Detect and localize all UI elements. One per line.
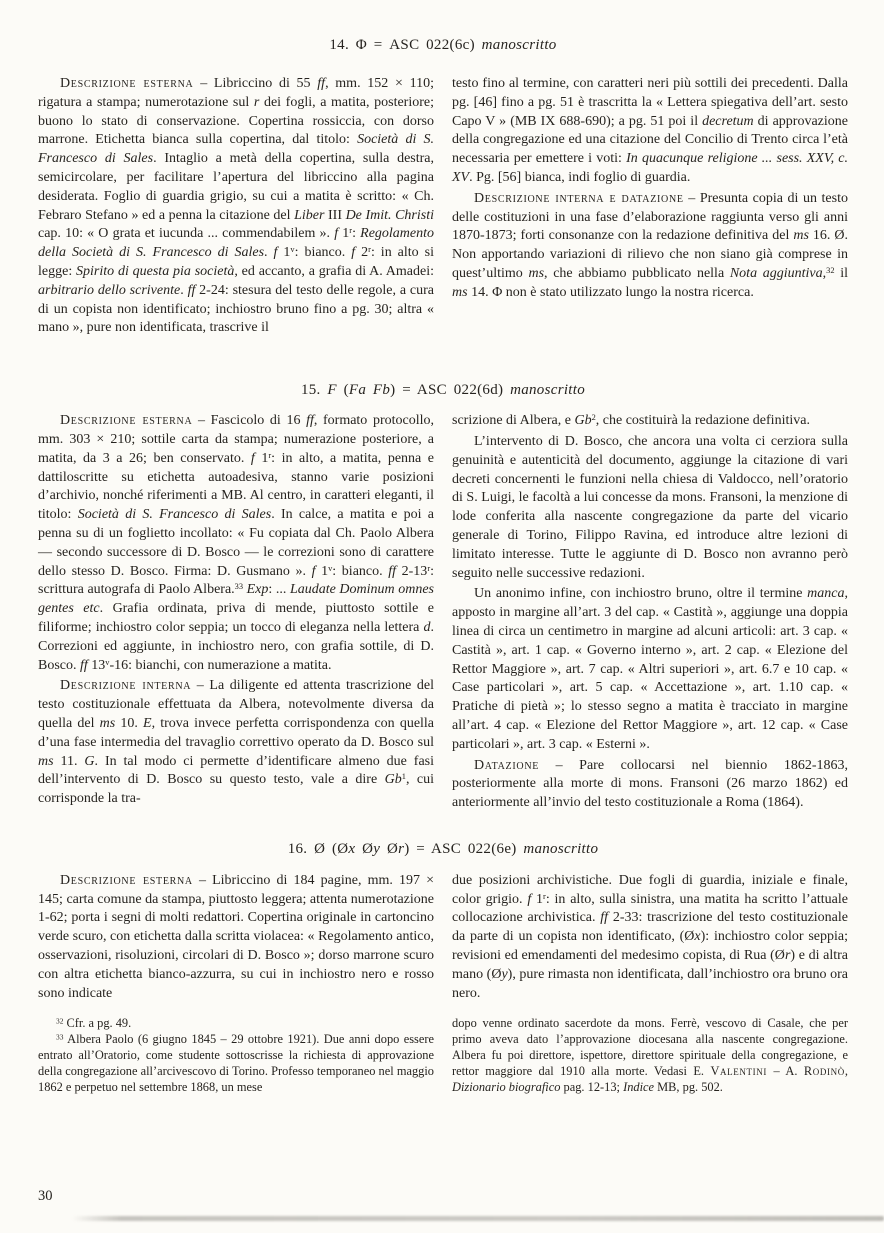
text-run: r — [349, 226, 353, 236]
text-run: ms — [793, 228, 809, 244]
section-15 — [38, 412, 848, 813]
text-run: due posizioni archivistiche. Due fogli di guardia, iniziale e finale, color grigio. — [452, 872, 848, 907]
section-14 — [38, 75, 848, 338]
text-run: r — [268, 450, 272, 460]
paragraph — [38, 1031, 434, 1095]
text-run: . In tal modo ci permette d’identificare almeno due fasi dell’intervento di D. Bosco su questo testo, vale a dire — [38, 753, 435, 788]
section-14-left-column — [38, 75, 434, 338]
text-run: , — [844, 1064, 848, 1079]
paragraph — [452, 1015, 848, 1095]
text-run: . Correzioni ed aggiunte, in inchiostro nero, con grafia sottile, di D. Bosco. — [38, 619, 434, 673]
text-run: , formato protocollo, mm. 303 × 210; sottile carta da stampa; numerazione posteriore, a matita, da 3 a 26; ben conservato. — [38, 413, 434, 466]
text-run: Ø — [355, 840, 374, 857]
text-run: 10. — [115, 715, 144, 731]
section-14-right-column — [452, 75, 848, 338]
text-run: Fa Fb — [348, 382, 391, 399]
text-run: r — [427, 563, 431, 573]
text-run: 11. — [53, 753, 85, 769]
text-run: r — [398, 840, 405, 857]
text-run: Cfr. a pg. 49. — [63, 1016, 132, 1031]
text-run: . Grafia ordinata, priva di mende, piuttosto sottile e filiforme; inchiostro color seppia; un tocco di eleganza nella lettera — [38, 601, 434, 635]
text-run: 2 — [355, 245, 369, 261]
paragraph — [452, 75, 848, 188]
text-run: pag. 12-13; — [560, 1080, 624, 1095]
text-run: il — [834, 265, 848, 281]
text-run: – A. — [767, 1064, 804, 1079]
paragraph — [38, 412, 434, 675]
text-run: : scrittura autografa di Paolo Albera. — [38, 563, 434, 598]
text-run: manoscritto — [523, 840, 599, 857]
text-run: Un anonimo infine, con inchiostro bruno, oltre il termine — [474, 586, 808, 602]
text-run: f — [311, 563, 316, 579]
text-run: manoscritto — [510, 382, 586, 399]
section-16 — [38, 872, 848, 1004]
paragraph — [38, 677, 434, 809]
text-run: r — [368, 245, 371, 255]
text-run: L’intervento di D. Bosco, che ancora una volta ci cerziora sulla genuinità e autenticità del documento, aggiunge la citazione di vari decreti concernenti le funzioni nella chiesa di Valdocco, nell’oratorio di S. Luigi, le facoltà a lui concesse da mons. Fransoni, la menzione di lode conferita alla nascente congregazione da parte del vicario generale di Torino, Filippo Ravina, ed introduce altre lezioni di limitato interesse. Tutte le aggiunte di D. Bosco non avranno però seguito nelle successive redazioni. — [452, 433, 848, 581]
text-run: ): inchiostro color seppia; revisioni ed emendamenti del medesimo copista, di Rua (Ø — [452, 929, 849, 964]
text-run: 2-13 — [396, 563, 428, 579]
text-run: : bianco. — [332, 563, 389, 579]
text-run: 15. — [300, 382, 328, 399]
text-run: , ed accanto, a grafia di A. Amadei: — [234, 263, 434, 279]
paragraph — [452, 585, 848, 754]
paragraph — [38, 872, 434, 1004]
text-run: 2-33: trascrizione del testo costituzionale da parte di un copista non identificato, (Ø — [452, 910, 848, 945]
text-run: : ... — [268, 582, 290, 598]
text-run: : in alto si legge: — [38, 245, 434, 279]
text-run: Ø — [380, 840, 399, 857]
running-head — [38, 0, 848, 54]
text-run: Liber — [294, 207, 325, 223]
section-16-heading — [38, 841, 848, 858]
paragraph — [452, 412, 848, 431]
text-run: Gb — [384, 772, 402, 788]
text-run: r — [253, 94, 260, 110]
text-run: d — [423, 619, 431, 635]
text-run: ff — [388, 563, 397, 579]
text-run: ff — [317, 76, 326, 91]
paragraph — [38, 1015, 434, 1031]
text-run: E — [143, 715, 152, 731]
text-run: y — [501, 966, 508, 982]
text-run: r — [784, 948, 791, 964]
text-run: III — [324, 207, 346, 223]
text-run: y — [373, 840, 381, 857]
text-run: F — [327, 382, 337, 399]
text-run: – Libriccino di 184 pagine, mm. 197 × 145; carta comune da stampa, piuttosto leggera; attenta numerotazione 1-62; porta i segni di molti redattori. Copertina originale in cartoncino verde scuro, con etichetta dalla scritta violacea: « Regolamento antico, osservazioni, risoluzioni, circolari di D. Bosco »; dorso marrone scuro con altra etichetta bianco-azzurra, su cui in inchiostro nero e rosso sono indicate — [38, 872, 434, 1001]
text-run: : bianco. — [294, 245, 352, 261]
text-run: scrizione di Albera, e — [452, 413, 575, 429]
text-run: -16: bianchi, con numerazione a matita. — [109, 657, 332, 673]
text-run: decretum — [702, 113, 754, 129]
text-run: 14. Φ = ASC 022(6c) — [329, 37, 482, 53]
text-run: manoscritto — [481, 37, 557, 53]
footnotes-left-column — [38, 1015, 434, 1095]
text-run: . Pg. [56] bianca, indi foglio di guardia. — [469, 169, 691, 185]
text-run: ff — [187, 282, 196, 298]
scan-edge-artifact — [72, 1216, 884, 1221]
text-run: ff — [600, 910, 609, 926]
text-run: – Presunta copia di un testo delle costituzioni in una fase d’elaborazione raggiunta verso gli anni 1870-1873; forti consonanze con la redazione definitiva del — [452, 190, 848, 244]
paragraph — [38, 75, 434, 338]
text-run: 1 — [401, 772, 406, 782]
text-run: ( — [336, 382, 349, 399]
text-run: , — [822, 265, 827, 281]
text-run: . In calce, a matita e poi a penna su di un foglietto incollato: « Fu copiata dal Ch. Paolo Albera — secondo successore di D. Bosco — le correzioni sono di carattere dello stesso D. Bosco. Firma: D. Gusmano ». — [38, 507, 434, 579]
text-run: Indice — [623, 1080, 655, 1095]
section-16-left-column — [38, 872, 434, 1004]
text-run: 1 — [531, 891, 544, 907]
text-run: Descrizione interna e datazione — [474, 190, 684, 206]
text-run: 33 — [234, 582, 244, 592]
text-run: – Pare collocarsi nel biennio 1862-1863, posteriormente alla morte di mons. Fransoni (26 marzo 1862) ed anteriormente all’invio del testo costituzionale a Roma (1864). — [452, 757, 848, 811]
text-run: Descrizione interna — [60, 678, 192, 694]
text-run: 16. Ø (Ø — [287, 840, 349, 857]
text-run: f — [273, 245, 278, 261]
text-run: Datazione — [474, 757, 540, 773]
text-run: – La diligente ed attenta trascrizione del testo costituzionale effettuata da Albera, notevolmente diversa da quella del — [38, 678, 434, 731]
text-run: 32 — [56, 1017, 64, 1027]
text-run: f — [250, 450, 255, 466]
footnotes — [38, 1015, 848, 1095]
text-run: 33 — [56, 1033, 64, 1043]
text-run: Descrizione esterna — [60, 76, 194, 91]
text-run: : — [352, 226, 361, 242]
text-run: G — [84, 753, 95, 769]
paragraph — [452, 757, 848, 813]
footnotes-right-column — [452, 1015, 848, 1095]
text-run: ff — [80, 657, 88, 673]
text-run: arbitrario dello scrivente — [38, 282, 181, 298]
text-run: dopo venne ordinato sacerdote da mons. Ferrè, vescovo di Casale, che per primo aveva dato l’approvazione diocesana alla nascente congregazione. Albera fu poi direttore, ispettore, direttore spirituale della congregazione, e rettor maggiore dal 1910 alla morte. Vedasi E. — [452, 1016, 848, 1079]
text-run: dei fogli, a matita, posteriore; buono lo stato di conservazione. Copertina rossiccia, con dorso marrone. Etichetta bianca sulla copertina, dal titolo: — [38, 94, 434, 148]
text-run: 1 — [315, 563, 329, 579]
text-run: f — [527, 891, 532, 907]
text-run: , che costituirà la redazione definitiva. — [595, 413, 810, 429]
text-run: Spirito di questa pia società — [76, 263, 235, 279]
text-run: r — [543, 891, 546, 901]
text-run: . — [180, 282, 188, 298]
text-run: ) = ASC 022(6d) — [390, 382, 511, 399]
text-run: Descrizione esterna — [60, 413, 193, 429]
text-run: v — [328, 563, 333, 573]
text-run: Gb — [574, 413, 592, 429]
text-run: Exp — [246, 582, 269, 598]
text-run: ms — [528, 265, 545, 281]
text-run: v — [105, 657, 110, 667]
text-run: , apposto in margine all’art. 3 del cap. « Castità », aggiunge una doppia linea di circa un centimetro in margine ad alcuni articoli: art. 3 cap. « Castità », art. 1 cap. « Governo interno », art. 2 cap. « Elezione del Rettor Maggiore », art. 7 cap. « Altri superiori », art. 6.7 e 10 cap. « Case particolari », art. 5 cap. « Accettazione », art. 1.10 cap. « Pratiche di pietà »; lo stesso segno a matita è tracciato in margine all’art. 4 cap. « Elezione del Rettor Maggiore », art. 12 cap. « Case particolari », art. 3 cap. « Esterni ». — [452, 586, 848, 752]
text-run: x — [348, 840, 356, 857]
text-run: , che abbiamo pubblicato nella — [544, 265, 730, 281]
text-run: 2-24: stesura del testo delle regole, a cura di un copista non identificato; inchiostro bruno fino a pg. 30; altra « mano », pure non identificata, trascrive il — [38, 282, 434, 336]
paragraph — [452, 190, 848, 303]
paragraph — [452, 872, 848, 1004]
text-run: 14. Φ non è stato utilizzato lungo la nostra ricerca. — [467, 284, 754, 300]
text-run: 1 — [338, 226, 350, 242]
text-run: Nota aggiuntiva — [729, 265, 823, 281]
text-run: Descrizione esterna — [60, 872, 193, 888]
section-16-right-column — [452, 872, 848, 1004]
text-run: manca — [807, 586, 845, 602]
text-run: 16. Ø. Non apportando variazioni di rilievo che non siano già comprese in quest’ultimo — [452, 228, 848, 281]
text-run: – Libriccino di 55 — [193, 76, 318, 91]
text-run: Valentini — [710, 1064, 767, 1079]
text-run: f — [351, 245, 356, 261]
section-15-left-column — [38, 412, 434, 813]
paragraph — [452, 433, 848, 583]
page-number: 30 — [38, 1188, 53, 1204]
text-run: ms — [99, 715, 116, 731]
text-run: 2 — [591, 413, 596, 423]
text-run: Dizionario biografico — [452, 1080, 561, 1095]
text-run: De Imit. Christi — [345, 207, 434, 223]
text-run: . — [264, 245, 274, 261]
text-run: , trova invece perfetta corrispondenza con quella d’una fase intermedia del travaglio correttivo operato da D. Bosco sul — [38, 715, 435, 750]
text-run: v — [290, 245, 295, 255]
text-run: Rodinò — [803, 1064, 845, 1079]
text-run: : in alto, a matita, penna e dattiloscritte su etichetta autoadesiva, stanno varie posizioni d’archivio, nonché riferimenti a MB. Al centro, in caratteri eleganti, il titolo: — [38, 450, 434, 523]
text-run: Albera Paolo (6 giugno 1845 – 29 ottobre 1921). Due anni dopo essere entrato all’Oratorio, come studente sottoscrisse la richiesta di approvazione della congregazione all’arcivescovo di Torino. Professo temporaneo nel maggio 1862 e perpetuo nel settembre 1868, un mese — [38, 1032, 434, 1095]
text-run: f — [334, 226, 339, 242]
section-15-right-column — [452, 412, 848, 813]
text-run: – Fascicolo di 16 — [192, 413, 307, 429]
text-run: cap. 10: « O grata et iucunda ... commendabilem ». — [38, 226, 335, 242]
text-run: Regolamento della Società di S. Francesco di Sales — [38, 226, 435, 261]
text-run: ff — [306, 413, 314, 429]
text-run: : in alto, sulla sinistra, una matita ha scritto l’attuale collocazione archivistica. — [452, 891, 848, 926]
text-run: , mm. 152 × 110; rigatura a stampa; numerotazione sul — [38, 76, 434, 110]
text-run: , cui corrisponde la tra- — [38, 772, 435, 807]
text-run: ) = ASC 022(6e) — [404, 840, 524, 857]
text-run: di approvazione della congregazione ed una citazione del Concilio di Trento circa l’età necessaria per emettere i voti: — [452, 113, 848, 167]
text-run: 13 — [87, 657, 106, 673]
text-run: testo fino al termine, con caratteri neri più sottili dei precedenti. Dalla pg. [46] fino a pg. 51 è trascritta la « Lettera spiegativa dell’art. sesto Capo V » (MB IX 688-690); a pg. 51 poi il — [452, 76, 848, 129]
text-run: 32 — [826, 266, 835, 276]
text-run: In quacunque religione ... sess. XXV, c. XV — [452, 151, 848, 185]
text-run: 1 — [254, 450, 269, 466]
text-run: . Intaglio a metà della copertina, sulla destra, semicircolare, per facilitare l’apertura del libriccino alla pagina desiderata. Foglio di guardia grigio, su cui a matita è scritto: « Ch. Febraro Stefano » ed a penna la citazione del — [38, 151, 435, 223]
text-run: ms — [452, 284, 468, 300]
section-15-heading — [38, 382, 848, 399]
text-run: MB, pg. 502. — [654, 1080, 723, 1095]
text-run: 1 — [277, 245, 291, 261]
text-run: x — [694, 929, 701, 945]
text-run: Società di S. Francesco di Sales — [77, 507, 272, 523]
text-run: Società di S. Francesco di Sales — [38, 132, 434, 167]
text-run: ), pure rimasta non identificata, dall’inchiostro ora bruno ora nero. — [452, 966, 848, 1001]
text-run: ms — [38, 753, 54, 769]
text-run: ) e di altra mano (Ø — [452, 948, 849, 982]
text-run: Laudate Dominum omnes gentes etc — [38, 582, 435, 617]
